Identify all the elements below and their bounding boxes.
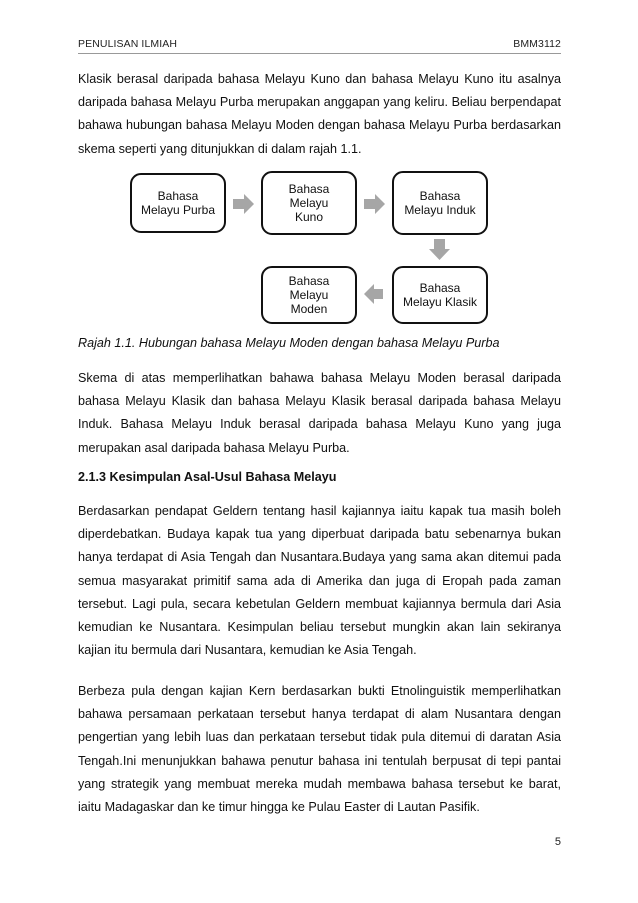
- header-course-title: PENULISAN ILMIAH: [78, 38, 178, 50]
- figure-caption: Rajah 1.1. Hubungan bahasa Melayu Moden dengan bahasa Melayu Purba: [78, 336, 500, 350]
- header-course-code: BMM3112: [513, 38, 561, 50]
- paragraph-kern: Berbeza pula dengan kajian Kern berdasarkan bukti Etnolinguistik memperlihatkan bahawa persamaan perkataan tersebut hanya terdapat di alam Nusantara dengan pengertian yang lebih luas dan perkataan tersebut tidak pula ditemui di daratan Asia Tengah.Ini menunjukkan bahawa penutur bahasa ini tentulah berpusat di tepi pantai yang strategik yang membuat mereka mudah membawa bahasa tersebut ke barat, iaitu Madagaskar dan ke timur hingga ke Pulau Easter di Lautan Pasifik.: [78, 684, 561, 815]
- arrow-right-icon: [364, 194, 386, 214]
- arrow-down-icon: [429, 239, 451, 261]
- diagram-box-label: Bahasa Melayu Induk: [404, 189, 476, 217]
- arrow-left-icon: [364, 284, 384, 304]
- diagram-box-melayu-induk: [392, 171, 488, 235]
- arrow-right-icon: [233, 194, 255, 214]
- diagram-box-label: Bahasa Melayu Kuno: [288, 182, 330, 224]
- section-heading: 2.1.3 Kesimpulan Asal-Usul Bahasa Melayu: [78, 470, 337, 484]
- paragraph-scheme-explanation: Skema di atas memperlihatkan bahawa bahasa Melayu Moden berasal daripada bahasa Melayu Klasik dan bahasa Melayu Klasik berasal daripada bahasa Melayu Induk. Bahasa Melayu Induk berasal daripada bahasa Melayu Kuno yang juga merupakan asal daripada bahasa Melayu Purba.: [78, 371, 561, 455]
- paragraph-geldern: Berdasarkan pendapat Geldern tentang hasil kajiannya iaitu kapak tua masih boleh diperdebatkan. Budaya kapak tua yang diperbuat daripada batu sebenarnya bukan hanya terdapat di Asia Tengah dan Nusantara.Budaya yang sama akan ditemui pada semua masyarakat primitif sama ada di Amerika dan juga di Eropah pada zaman tersebut. Lagi pula, secara kebetulan Geldern membuat kajiannya bermula dari Asia kemudian ke Nusantara. Kesimpulan beliau tersebut mungkin akan lain sekiranya kajian itu bermula dari Nusantara, kemudian ke Asia Tengah.: [78, 504, 561, 658]
- diagram-box-melayu-klasik: [392, 266, 488, 324]
- page-number: 5: [554, 836, 561, 848]
- diagram-box-label: Bahasa Melayu Klasik: [402, 281, 478, 309]
- diagram-box-melayu-moden: [261, 266, 357, 324]
- diagram-box-label: Bahasa Melayu Purba: [140, 189, 216, 217]
- header-divider: [78, 53, 561, 54]
- diagram-box-melayu-purba: [130, 173, 226, 233]
- paragraph-intro: Klasik berasal daripada bahasa Melayu Kuno dan bahasa Melayu Kuno itu asalnya daripada bahasa Melayu Purba merupakan anggapan yang keliru. Beliau berpendapat bahawa hubungan bahasa Melayu Moden dengan bahasa Melayu Purba berdasarkan skema seperti yang ditunjukkan di dalam rajah 1.1.: [78, 72, 561, 156]
- diagram-box-melayu-kuno: [261, 171, 357, 235]
- diagram-box-label: Bahasa Melayu Moden: [288, 274, 330, 316]
